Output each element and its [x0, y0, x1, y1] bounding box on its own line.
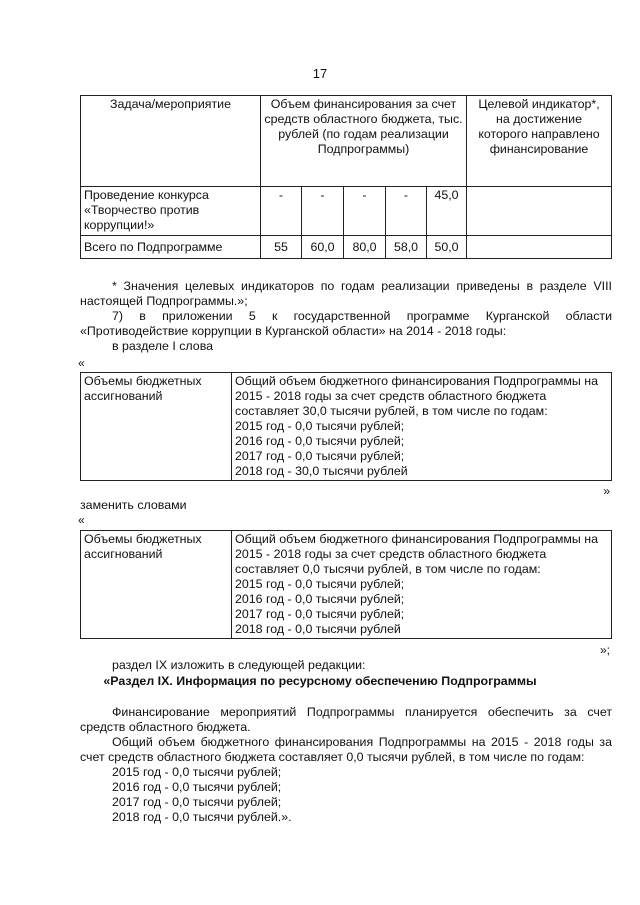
list-item: 2015 год - 0,0 тысячи рублей; — [112, 765, 282, 779]
row-value: 45,0 — [427, 187, 467, 236]
new-box-label: Объемы бюджетных ассигнований — [81, 531, 232, 639]
list-item: 2016 год - 0,0 тысячи рублей; — [112, 780, 282, 794]
years-list — [112, 765, 592, 825]
new-box-line: 2017 год - 0,0 тысячи рублей; — [235, 607, 405, 621]
row-value: 50,0 — [427, 236, 467, 259]
quote-open: « — [78, 356, 85, 370]
row-value: - — [302, 187, 344, 236]
row-name: Проведение конкурса «Творчество против коррупции!» — [81, 187, 261, 236]
old-box-line: 2018 год - 30,0 тысячи рублей — [235, 464, 408, 478]
funding-paragraph-1: Финансирование мероприятий Подпрограммы планируется обеспечить за счет средств областного бюджета. — [80, 705, 612, 734]
row-value: - — [386, 187, 427, 236]
footnote-paragraph: * Значения целевых индикаторов по годам реализации приведены в разделе VIII настоящей Подпрограммы.»; — [80, 279, 612, 308]
row-value: - — [261, 187, 302, 236]
old-box-label: Объемы бюджетных ассигнований — [81, 373, 232, 481]
quote-open: « — [78, 513, 85, 527]
quote-close-semicolon: »; — [599, 643, 610, 657]
section9-paragraph: раздел IX изложить в следующей редакции: — [112, 658, 366, 672]
old-box-line: 2016 год - 0,0 тысячи рублей; — [235, 434, 405, 448]
list-item: 2018 год - 0,0 тысячи рублей.». — [112, 810, 292, 824]
new-box-line: Общий объем бюджетного финансирования Подпрограммы на 2015 - 2018 годы за счет средств областного бюджета составляет 0,0 тысячи рублей, в том числе по годам: — [235, 532, 598, 576]
old-box-content — [232, 373, 612, 481]
page-number: 17 — [312, 66, 328, 81]
row-indicator — [467, 187, 612, 236]
table-row — [81, 187, 612, 236]
row-value: 80,0 — [344, 236, 386, 259]
item7-paragraph: 7) в приложении 5 к государственной программе Курганской области «Противодействие коррупции в Курганской области» на 2014 - 2018 годы: — [80, 309, 612, 338]
row-value: 60,0 — [302, 236, 344, 259]
quote-close: » — [603, 484, 610, 498]
header-funding: Объем финансирования за счет средств областного бюджета, тыс. рублей (по годам реализации Подпрограммы) — [261, 96, 467, 187]
new-box-content — [232, 531, 612, 639]
header-indicator: Целевой индикатор*, на достижение которого направлено финансирование — [467, 96, 612, 187]
table-row — [81, 236, 612, 259]
old-box-line: 2015 год - 0,0 тысячи рублей; — [235, 419, 405, 433]
funding-table — [80, 95, 612, 259]
new-box-line: 2015 год - 0,0 тысячи рублей; — [235, 577, 405, 591]
old-box-line: 2017 год - 0,0 тысячи рублей; — [235, 449, 405, 463]
row-indicator — [467, 236, 612, 259]
new-box-line: 2018 год - 0,0 тысячи рублей — [235, 622, 401, 636]
list-item: 2017 год - 0,0 тысячи рублей; — [112, 795, 282, 809]
row-value: 58,0 — [386, 236, 427, 259]
row-value: - — [344, 187, 386, 236]
funding-paragraph-2: Общий объем бюджетного финансирования Подпрограммы на 2015 - 2018 годы за счет средств областного бюджета составляет 0,0 тысячи рублей, в том числе по годам: — [80, 735, 612, 764]
replace-with-label: заменить словами — [80, 498, 187, 512]
table-header-row — [81, 96, 612, 187]
old-text-box — [80, 372, 612, 481]
section-title: «Раздел IX. Информация по ресурсному обеспечению Подпрограммы — [103, 674, 537, 688]
old-box-line: Общий объем бюджетного финансирования Подпрограммы на 2015 - 2018 годы за счет средств областного бюджета составляет 30,0 тысячи рублей, в том числе по годам: — [235, 374, 598, 418]
header-task: Задача/мероприятие — [81, 96, 261, 187]
row-name: Всего по Подпрограмме — [81, 236, 261, 259]
new-box-line: 2016 год - 0,0 тысячи рублей; — [235, 592, 405, 606]
row-value: 55 — [261, 236, 302, 259]
new-text-box — [80, 530, 612, 639]
section1-paragraph: в разделе I слова — [112, 339, 214, 353]
